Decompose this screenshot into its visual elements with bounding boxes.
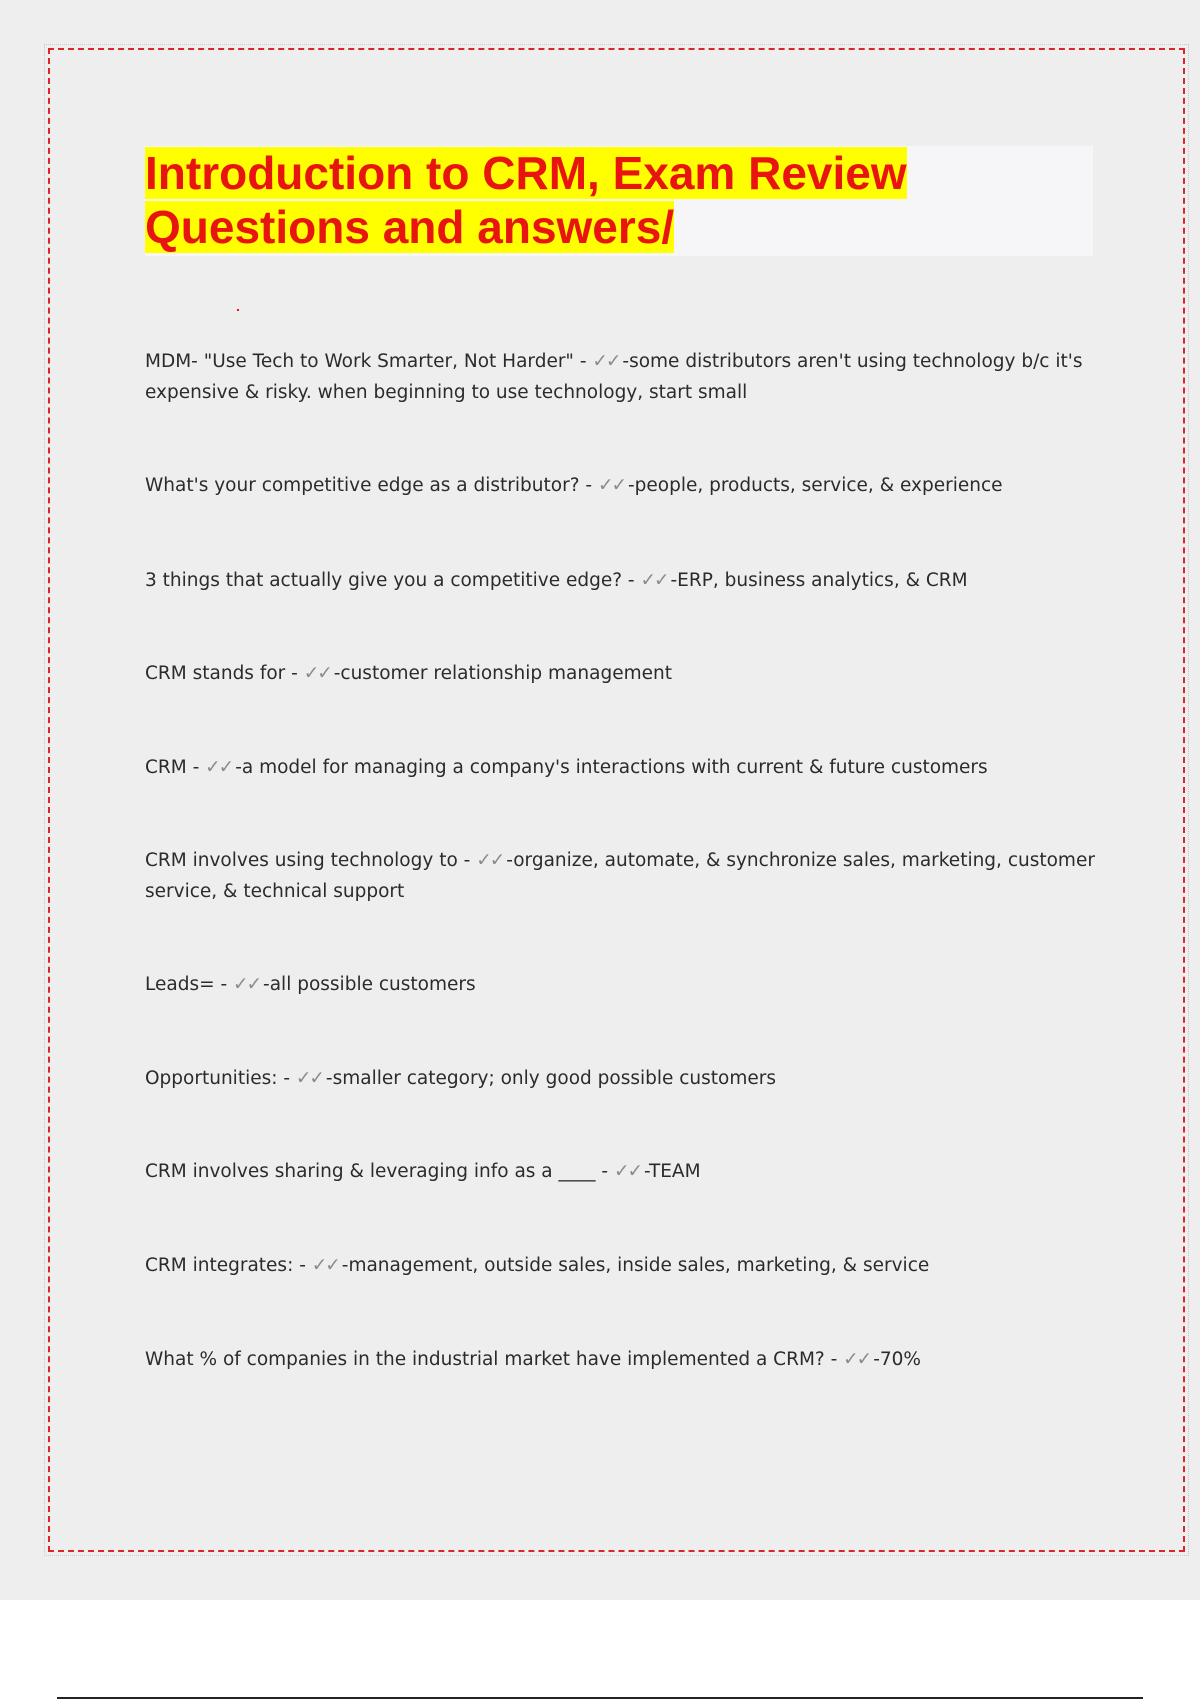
qa-item (145, 470, 1095, 501)
question-text: CRM integrates: (145, 1255, 294, 1276)
separator: - (595, 1161, 614, 1182)
separator: - (573, 351, 593, 372)
separator: - (277, 1068, 296, 1089)
double-check-icon: ✓✓ (295, 1068, 323, 1089)
answer-text: -customer relationship management (333, 663, 672, 684)
qa-item (145, 346, 1095, 408)
separator: - (214, 974, 234, 995)
separator: - (622, 570, 641, 591)
question-text: CRM (145, 757, 187, 778)
answer-text: -some distributors aren't using technology b/c it's expensive & risky. when beginning to use technology, start small (145, 351, 1083, 403)
qa-item (145, 1063, 1095, 1094)
separator: - (186, 757, 206, 778)
answer-text: -organize, automate, & synchronize sales, marketing, customer service, & technical support (145, 850, 1095, 902)
answer-text: -all possible customers (263, 974, 476, 995)
stray-mark (237, 309, 239, 311)
separator: - (293, 1255, 312, 1276)
qa-item (145, 565, 1095, 596)
question-text: Leads= (145, 974, 215, 995)
qa-item (145, 969, 1095, 1000)
separator: - (285, 663, 304, 684)
double-check-icon: ✓✓ (233, 974, 261, 995)
qa-item (145, 658, 1095, 689)
qa-item (145, 1250, 1095, 1281)
qa-item (145, 1156, 1095, 1187)
question-text: What % of companies in the industrial market have implemented a CRM? (145, 1349, 825, 1370)
question-text: Opportunities: (145, 1068, 278, 1089)
separator: - (824, 1349, 844, 1370)
page-border (48, 48, 1185, 1552)
double-check-icon: ✓✓ (843, 1349, 871, 1370)
double-check-icon: ✓✓ (205, 757, 233, 778)
double-check-icon: ✓✓ (640, 570, 668, 591)
page-title (145, 146, 1045, 254)
title-line-1: Introduction to CRM, Exam Review (145, 147, 907, 199)
double-check-icon: ✓✓ (476, 850, 504, 871)
qa-item (145, 1344, 1095, 1375)
answer-text: -TEAM (643, 1161, 701, 1182)
separator: - (457, 850, 477, 871)
answer-text: -70% (873, 1349, 921, 1370)
question-text: CRM involves sharing & leveraging info as a ____ (145, 1161, 596, 1182)
separator: - (579, 475, 598, 496)
qa-item (145, 845, 1095, 907)
double-check-icon: ✓✓ (597, 475, 625, 496)
answer-text: -smaller category; only good possible customers (325, 1068, 777, 1089)
double-check-icon: ✓✓ (613, 1161, 641, 1182)
question-text: CRM stands for (145, 663, 286, 684)
question-text: 3 things that actually give you a competitive edge? (145, 570, 623, 591)
double-check-icon: ✓✓ (311, 1255, 339, 1276)
answer-text: -ERP, business analytics, & CRM (670, 570, 968, 591)
question-text: What's your competitive edge as a distributor? (145, 475, 580, 496)
bottom-divider (57, 1697, 1143, 1699)
answer-text: -management, outside sales, inside sales, marketing, & service (341, 1255, 930, 1276)
double-check-icon: ✓✓ (592, 351, 620, 372)
qa-item (145, 752, 1095, 783)
answer-text: -people, products, service, & experience (627, 475, 1003, 496)
question-text: CRM involves using technology to (145, 850, 458, 871)
answer-text: -a model for managing a company's interactions with current & future customers (235, 757, 988, 778)
double-check-icon: ✓✓ (303, 663, 331, 684)
question-text: MDM- "Use Tech to Work Smarter, Not Harder" (145, 351, 574, 372)
title-line-2: Questions and answers/ (145, 201, 675, 253)
